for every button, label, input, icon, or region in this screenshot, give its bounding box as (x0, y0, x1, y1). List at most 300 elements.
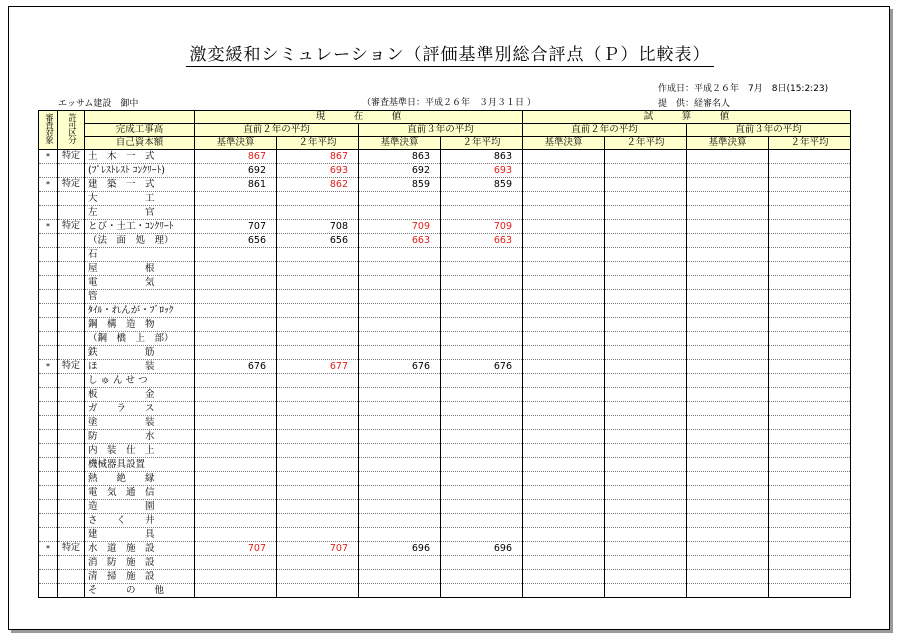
current-value (277, 472, 359, 486)
current-value: 676 (195, 360, 277, 374)
current-value (359, 514, 441, 528)
kyoka-kubun (58, 402, 85, 416)
trial-value (605, 192, 687, 206)
work-type-name: 板 金 (85, 388, 195, 402)
trial-value (523, 514, 605, 528)
table-row (39, 206, 851, 220)
current-value (195, 248, 277, 262)
work-type-name: 建 築 一 式 (85, 178, 195, 192)
current-value (195, 430, 277, 444)
trial-value (523, 234, 605, 248)
header-kijun-2: 基準決算 (359, 137, 441, 150)
work-type-name: 土 木 一 式 (85, 150, 195, 164)
table-row (39, 234, 851, 248)
header-kijun-3: 基準決算 (523, 137, 605, 150)
current-value (195, 528, 277, 542)
shinsa-mark: * (39, 220, 58, 234)
current-value (441, 458, 523, 472)
trial-value (523, 332, 605, 346)
trial-value (523, 570, 605, 584)
current-value: 709 (359, 220, 441, 234)
trial-value (605, 206, 687, 220)
trial-value (769, 486, 851, 500)
kyoka-kubun: 特定 (58, 220, 85, 234)
shinsa-mark (39, 332, 58, 346)
kyoka-kubun (58, 234, 85, 248)
shinsa-mark (39, 248, 58, 262)
trial-value (687, 360, 769, 374)
table-row (39, 388, 851, 402)
current-value (359, 290, 441, 304)
trial-value (687, 304, 769, 318)
work-type-name: 屋 根 (85, 262, 195, 276)
shinsa-mark (39, 472, 58, 486)
table-row (39, 402, 851, 416)
trial-value (605, 430, 687, 444)
current-value (441, 430, 523, 444)
table-row (39, 150, 851, 164)
current-value (195, 332, 277, 346)
header-nen2-1: ２年平均 (277, 137, 359, 150)
work-type-name: 機械器具設置 (85, 458, 195, 472)
trial-value (769, 150, 851, 164)
trial-value (605, 276, 687, 290)
current-value (195, 262, 277, 276)
trial-value (687, 486, 769, 500)
table-row (39, 514, 851, 528)
current-value (277, 444, 359, 458)
trial-value (687, 472, 769, 486)
work-type-name: 電 気 (85, 276, 195, 290)
current-value (441, 402, 523, 416)
current-value (441, 444, 523, 458)
trial-value (605, 472, 687, 486)
header-jiko: 自己資本額 (85, 137, 195, 150)
kyoka-kubun: 特定 (58, 178, 85, 192)
current-value: 707 (277, 542, 359, 556)
trial-value (523, 528, 605, 542)
kyoka-kubun (58, 262, 85, 276)
current-value (359, 248, 441, 262)
trial-value (523, 262, 605, 276)
kyoka-kubun (58, 304, 85, 318)
current-value (441, 388, 523, 402)
kyoka-kubun (58, 318, 85, 332)
current-value (277, 290, 359, 304)
work-type-name: ガ ラ ス (85, 402, 195, 416)
work-type-name: ほ 装 (85, 360, 195, 374)
kyoka-kubun (58, 290, 85, 304)
shinsa-mark (39, 276, 58, 290)
trial-value (769, 416, 851, 430)
trial-value (687, 556, 769, 570)
trial-value (605, 234, 687, 248)
table-row (39, 290, 851, 304)
work-type-name: 防 水 (85, 430, 195, 444)
shinsa-mark: * (39, 360, 58, 374)
trial-value (605, 458, 687, 472)
trial-value (605, 570, 687, 584)
header-genzai-zen2: 直前２年の平均 (195, 124, 359, 137)
current-value (359, 528, 441, 542)
current-value (359, 402, 441, 416)
trial-value (687, 276, 769, 290)
trial-value (769, 206, 851, 220)
trial-value (769, 472, 851, 486)
trial-value (605, 416, 687, 430)
current-value (441, 374, 523, 388)
trial-value (523, 430, 605, 444)
shinsa-mark: * (39, 150, 58, 164)
table-row (39, 220, 851, 234)
table-row (39, 542, 851, 556)
trial-value (687, 542, 769, 556)
shinsa-mark (39, 430, 58, 444)
shinsa-mark (39, 164, 58, 178)
table-row (39, 248, 851, 262)
trial-value (523, 472, 605, 486)
trial-value (687, 220, 769, 234)
trial-value (523, 444, 605, 458)
trial-value (769, 304, 851, 318)
trial-value (769, 388, 851, 402)
current-value (277, 402, 359, 416)
trial-value (769, 374, 851, 388)
header-shisan-zen3: 直前３年の平均 (687, 124, 851, 137)
trial-value (769, 290, 851, 304)
header-shisan-zen2: 直前２年の平均 (523, 124, 687, 137)
current-value: 676 (441, 360, 523, 374)
current-value: 692 (359, 164, 441, 178)
current-value (359, 500, 441, 514)
current-value (441, 206, 523, 220)
trial-value (523, 220, 605, 234)
trial-value (769, 332, 851, 346)
current-value (359, 374, 441, 388)
work-type-name: 消 防 施 設 (85, 556, 195, 570)
kyoka-kubun: 特定 (58, 360, 85, 374)
shinsa-mark (39, 346, 58, 360)
work-type-name: とび・土工・ｺﾝｸﾘｰﾄ (85, 220, 195, 234)
trial-value (769, 570, 851, 584)
kyoka-kubun (58, 472, 85, 486)
work-type-name: 電 気 通 信 (85, 486, 195, 500)
trial-value (523, 374, 605, 388)
trial-value (687, 416, 769, 430)
current-value: 863 (441, 150, 523, 164)
header-genzai: 現 在 値 (195, 111, 523, 124)
current-value (441, 248, 523, 262)
work-type-name: (ﾌﾟﾚｽﾄﾚｽﾄ ｺﾝｸﾘｰﾄ) (85, 164, 195, 178)
trial-value (687, 290, 769, 304)
current-value (441, 472, 523, 486)
trial-value (687, 444, 769, 458)
trial-value (523, 584, 605, 598)
header-blank (85, 111, 195, 124)
current-value (195, 402, 277, 416)
trial-value (523, 556, 605, 570)
current-value (441, 262, 523, 276)
trial-value (769, 458, 851, 472)
current-value: 663 (359, 234, 441, 248)
trial-value (523, 150, 605, 164)
current-value (195, 206, 277, 220)
kyoka-kubun (58, 444, 85, 458)
current-value (195, 318, 277, 332)
trial-value (605, 346, 687, 360)
current-value (195, 276, 277, 290)
header-genzai-zen3: 直前３年の平均 (359, 124, 523, 137)
trial-value (605, 500, 687, 514)
table-row (39, 528, 851, 542)
shinsa-mark (39, 318, 58, 332)
kyoka-kubun (58, 332, 85, 346)
trial-value (523, 486, 605, 500)
shinsa-mark (39, 402, 58, 416)
trial-value (605, 164, 687, 178)
current-value (359, 458, 441, 472)
trial-value (605, 304, 687, 318)
trial-value (769, 430, 851, 444)
trial-value (605, 248, 687, 262)
table-row (39, 458, 851, 472)
table-row (39, 178, 851, 192)
work-type-name: 石 (85, 248, 195, 262)
current-value (441, 528, 523, 542)
trial-value (523, 304, 605, 318)
trial-value (523, 164, 605, 178)
trial-value (687, 164, 769, 178)
trial-value (687, 332, 769, 346)
current-value (277, 570, 359, 584)
current-value (441, 332, 523, 346)
created-date: 作成日：平成２６年 7月 8日(15:2:23) (658, 84, 829, 94)
trial-value (687, 374, 769, 388)
current-value (277, 276, 359, 290)
table-row (39, 346, 851, 360)
current-value (277, 262, 359, 276)
trial-value (769, 444, 851, 458)
work-type-name: ﾀｲﾙ・れんが・ﾌﾞﾛｯｸ (85, 304, 195, 318)
current-value: 709 (441, 220, 523, 234)
work-type-name: 水 道 施 設 (85, 542, 195, 556)
current-value (195, 290, 277, 304)
header-kansei: 完成工事高 (85, 124, 195, 137)
kyoka-kubun: 特定 (58, 150, 85, 164)
work-type-name: 管 (85, 290, 195, 304)
work-type-name: （法 面 処 理） (85, 234, 195, 248)
report-title-text: 激変緩和シミュレーション（評価基準別総合評点（Ｐ）比較表） (186, 45, 715, 67)
header-shisan: 試 算 値 (523, 111, 851, 124)
current-value: 867 (195, 150, 277, 164)
work-type-name: 大 工 (85, 192, 195, 206)
work-type-name: 鉄 筋 (85, 346, 195, 360)
trial-value (769, 164, 851, 178)
shinsa-mark (39, 192, 58, 206)
current-value (195, 458, 277, 472)
current-value (195, 584, 277, 598)
work-type-name: 内 装 仕 上 (85, 444, 195, 458)
trial-value (523, 290, 605, 304)
current-value (441, 192, 523, 206)
current-value (359, 276, 441, 290)
current-value (441, 304, 523, 318)
current-value (277, 332, 359, 346)
trial-value (605, 542, 687, 556)
work-type-name: 鋼 構 造 物 (85, 318, 195, 332)
trial-value (605, 290, 687, 304)
current-value (359, 430, 441, 444)
trial-value (769, 318, 851, 332)
trial-value (769, 262, 851, 276)
table-row (39, 374, 851, 388)
table-row (39, 500, 851, 514)
table-row (39, 304, 851, 318)
trial-value (523, 416, 605, 430)
work-type-name: 熱 絶 縁 (85, 472, 195, 486)
trial-value (605, 486, 687, 500)
current-value (441, 584, 523, 598)
current-value: 656 (277, 234, 359, 248)
current-value: 707 (195, 220, 277, 234)
kyoka-kubun (58, 276, 85, 290)
trial-value (605, 150, 687, 164)
current-value (277, 528, 359, 542)
trial-value (605, 584, 687, 598)
current-value: 692 (195, 164, 277, 178)
current-value (195, 346, 277, 360)
table-row (39, 486, 851, 500)
current-value: 861 (195, 178, 277, 192)
current-value: 863 (359, 150, 441, 164)
current-value: 696 (359, 542, 441, 556)
kyoka-kubun (58, 206, 85, 220)
trial-value (687, 346, 769, 360)
trial-value (523, 542, 605, 556)
current-value (195, 500, 277, 514)
trial-value (769, 584, 851, 598)
trial-value (687, 234, 769, 248)
current-value (277, 416, 359, 430)
shinsa-mark (39, 374, 58, 388)
trial-value (769, 178, 851, 192)
trial-value (523, 500, 605, 514)
trial-value (769, 360, 851, 374)
shinsa-mark (39, 304, 58, 318)
current-value (441, 486, 523, 500)
work-type-name: （鋼 橋 上 部） (85, 332, 195, 346)
current-value (359, 472, 441, 486)
shinsa-mark (39, 290, 58, 304)
header-kijun-1: 基準決算 (195, 137, 277, 150)
trial-value (523, 318, 605, 332)
current-value (359, 486, 441, 500)
current-value (277, 318, 359, 332)
kyoka-kubun (58, 570, 85, 584)
work-type-name: 塗 装 (85, 416, 195, 430)
table-row (39, 430, 851, 444)
trial-value (769, 248, 851, 262)
shinsa-mark (39, 500, 58, 514)
trial-value (605, 528, 687, 542)
header-kijun-4: 基準決算 (687, 137, 769, 150)
current-value (359, 318, 441, 332)
header-kyoka: 許可区分 (58, 111, 85, 150)
work-type-name: 造 園 (85, 500, 195, 514)
company-name: エッサム建設 御中 (58, 99, 139, 109)
current-value (277, 486, 359, 500)
current-value (359, 192, 441, 206)
trial-value (687, 514, 769, 528)
work-type-name: 左 官 (85, 206, 195, 220)
current-value: 708 (277, 220, 359, 234)
table-row (39, 444, 851, 458)
kyoka-kubun (58, 528, 85, 542)
current-value (277, 430, 359, 444)
trial-value (605, 262, 687, 276)
shinsa-mark (39, 584, 58, 598)
trial-value (687, 192, 769, 206)
kyoka-kubun (58, 192, 85, 206)
trial-value (605, 220, 687, 234)
current-value: 677 (277, 360, 359, 374)
current-value: 656 (195, 234, 277, 248)
trial-value (687, 206, 769, 220)
trial-value (605, 374, 687, 388)
trial-value (605, 178, 687, 192)
current-value (277, 346, 359, 360)
work-type-name: し ゅ ん せ つ (85, 374, 195, 388)
comparison-table (38, 110, 851, 598)
trial-value (687, 570, 769, 584)
trial-value (605, 556, 687, 570)
table-row (39, 360, 851, 374)
trial-value (687, 388, 769, 402)
shinsa-mark (39, 486, 58, 500)
trial-value (769, 514, 851, 528)
current-value: 859 (441, 178, 523, 192)
trial-value (769, 234, 851, 248)
current-value (195, 472, 277, 486)
table-row (39, 164, 851, 178)
trial-value (605, 360, 687, 374)
table-row (39, 556, 851, 570)
trial-value (523, 178, 605, 192)
table-row (39, 584, 851, 598)
kyoka-kubun (58, 486, 85, 500)
current-value (441, 514, 523, 528)
trial-value (769, 346, 851, 360)
current-value (441, 346, 523, 360)
trial-value (769, 192, 851, 206)
trial-value (687, 584, 769, 598)
trial-value (523, 276, 605, 290)
current-value (359, 388, 441, 402)
shinsa-mark (39, 388, 58, 402)
table-row (39, 276, 851, 290)
table-row (39, 262, 851, 276)
shinsa-mark (39, 262, 58, 276)
current-value (195, 486, 277, 500)
trial-value (687, 318, 769, 332)
current-value (441, 290, 523, 304)
work-type-name: そ の 他 (85, 584, 195, 598)
shinsa-mark (39, 570, 58, 584)
current-value: 693 (441, 164, 523, 178)
table-row (39, 570, 851, 584)
current-value: 859 (359, 178, 441, 192)
current-value (359, 584, 441, 598)
